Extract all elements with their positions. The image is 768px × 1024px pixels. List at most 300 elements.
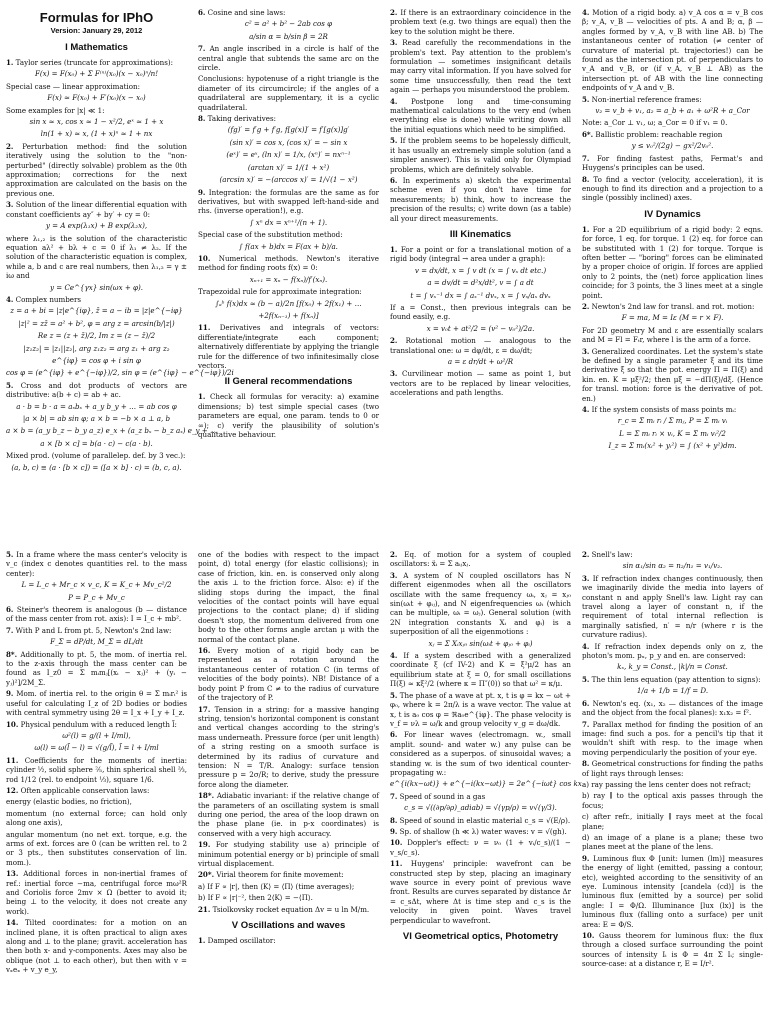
paragraph-text: Postpone long and time-consuming mathematical calculations to the very end (when everything else is done) while writing down all the initial equations which need to be simplified. bbox=[390, 96, 571, 134]
item-number: 5. bbox=[390, 136, 398, 146]
paragraph-text: Mixed prod. (volume of parallelep. def. by 3 vec.): bbox=[6, 451, 186, 461]
paragraph bbox=[198, 893, 379, 902]
item-number: 16. bbox=[198, 646, 211, 656]
paragraph bbox=[198, 705, 379, 790]
paragraph-text: If refraction index depends only on z, the photon's mom. pₓ, p_y and en. are conserved: bbox=[582, 641, 763, 661]
paragraph bbox=[198, 392, 379, 439]
paragraph bbox=[582, 95, 763, 104]
formula: F = ma, M = Iε (M = r × F). bbox=[621, 313, 724, 323]
paragraph-text: In a frame where the mass center's velocity is v_c (index c denotes quantities rel. to the mass center): bbox=[6, 550, 187, 578]
paragraph bbox=[582, 326, 763, 345]
paragraph bbox=[582, 118, 763, 127]
paragraph bbox=[198, 114, 379, 123]
paragraph bbox=[582, 175, 763, 203]
formula: a/sin α = b/sin β = 2R bbox=[249, 31, 328, 41]
paragraph bbox=[6, 605, 187, 624]
formula: sin α₁/sin α₂ = n₂/n₁ = v₁/v₂. bbox=[622, 561, 723, 571]
item-number: 11. bbox=[198, 323, 211, 333]
paragraph bbox=[390, 816, 571, 825]
formula: xₙ₊₁ = xₙ − f(xₙ)/f′(xₙ). bbox=[249, 274, 328, 284]
paragraph-text: Conclusions: hypotenuse of a right triangle is the diameter of its circumcircle; if the angles of a quadrilateral are supplementary, it is a cyclic quadrilateral. bbox=[198, 74, 379, 112]
paragraph bbox=[6, 720, 187, 729]
column-5 bbox=[0, 550, 192, 1024]
item-number: 3. bbox=[582, 346, 590, 356]
formula: ω²(l) = g/(l + I/ml), bbox=[62, 730, 131, 740]
paragraph bbox=[390, 303, 571, 322]
item-number: 10. bbox=[6, 719, 19, 729]
item-number: 1. bbox=[198, 392, 206, 402]
item-number: 5. bbox=[582, 94, 590, 104]
cutoff-line bbox=[198, 947, 379, 956]
formula: y = A exp(λ₁x) + B exp(λ₂x), bbox=[45, 221, 148, 231]
formula: xⱼ = Σ Xᵢxⱼ₀ sin(ωᵢt + φⱼ₀ + φᵢ) bbox=[428, 638, 533, 648]
formula: |z|² = zz̄ = a² + b², φ = arg z = arcsin(b/|z|) bbox=[18, 318, 175, 328]
paragraph-text: Adiabatic invariant: if the relative change of the parameters of an oscillating system is small during one period, the area of the loop drawn on the phase plane (ie. in p-x coordinates) is conserved with a very high accuracy. bbox=[198, 791, 379, 838]
item-number: 7. bbox=[582, 153, 590, 163]
paragraph-text: Newton's 2nd law for transl. and rot. motion: bbox=[591, 301, 755, 311]
paragraph-text: If the system consists of mass points mᵢ: bbox=[591, 405, 737, 415]
item-number: 5. bbox=[390, 690, 398, 700]
item-number: 2. bbox=[6, 141, 14, 151]
paragraph bbox=[6, 797, 187, 806]
formula: a × [b × c] = b(a · c) − c(a · b). bbox=[40, 438, 153, 448]
item-number: 6. bbox=[582, 698, 590, 708]
paragraph-text: Cosine and sine laws: bbox=[207, 8, 286, 17]
item-number: 21. bbox=[198, 904, 211, 914]
paragraph-text: a) If F ∝ |r|, then ⟨K⟩ = ⟨Π⟩ (time averages); bbox=[198, 881, 355, 891]
paragraph-text: Often applicable conservation laws: bbox=[20, 785, 150, 795]
formula: r_c = Σ mᵢ rᵢ / Σ mⱼ, P = Σ mᵢ vᵢ bbox=[617, 416, 728, 426]
item-number: 6. bbox=[390, 175, 398, 185]
paragraph bbox=[6, 234, 187, 281]
paragraph bbox=[582, 675, 763, 684]
formula: a = dv/dt = d²x/dt², v = ∫ a dt bbox=[427, 278, 534, 288]
item-number: 5. bbox=[6, 550, 14, 559]
paragraph-text: d) an image of a plane is a plane; these two planes meet at the plane of the lens. bbox=[582, 832, 763, 852]
formula: cos φ = (e^{iφ} + e^{−iφ})/2, sin φ = (e^{iφ} − e^{−iφ})/2i bbox=[6, 368, 234, 378]
paragraph-text: For studying stability use a) principle of minimum potential energy or b) principle of small virtual displacement. bbox=[198, 840, 379, 868]
paragraph-text: Additional forces in non-inertial frames of ref.: inertial force −ma, centrifugal force mω²R and Coriolis force 2mv × Ω (better to avoid it; being ⊥ to the velocity, it does not create any work). bbox=[6, 869, 187, 916]
formula: v = dx/dt, x = ∫ v dt (x = ∫ vₓ dt etc.) bbox=[414, 265, 547, 275]
paragraph-text: Taking derivatives: bbox=[207, 114, 277, 124]
paragraph bbox=[6, 689, 187, 717]
paragraph bbox=[6, 451, 187, 460]
column-8 bbox=[576, 550, 768, 1024]
formula: ∫ f(ax + b)dx = F(ax + b)/a. bbox=[239, 241, 338, 251]
paragraph bbox=[390, 838, 571, 857]
paragraph bbox=[582, 8, 763, 93]
item-number: 8. bbox=[198, 114, 206, 124]
paragraph-text: a) ray passing the lens center does not refract; bbox=[582, 779, 751, 789]
paragraph-text: Huygens' principle: wavefront can be constructed step by step, placing an imaginary wave source in every point of previous wave front. Results are curves separated by distance Δr = c_sΔt, where Δt is time step and c_s is the velocity in given point. Waves travel perpendicular to wavefront. bbox=[390, 859, 572, 925]
formula: a × b = (a_y b_z − b_y a_z) e_x + (a_z bₓ − b_z aₓ) e_y + … bbox=[6, 426, 218, 436]
paragraph bbox=[582, 931, 763, 969]
lower-page-half bbox=[0, 550, 768, 1024]
formula: |a × b| = ab sin φ; a × b = −b × a ⊥ a, b bbox=[22, 414, 171, 423]
paragraph-text: Parallax method for finding the position of an image: find such a pos. for a pencil's tip that it wouldn't shift with resp. to the image when moving perpendicularly the position of your eye. bbox=[582, 719, 763, 757]
paragraph bbox=[582, 642, 763, 661]
paragraph-text: An angle inscribed in a circle is half of the central angle that subtends the same arc on the circle. bbox=[198, 44, 380, 73]
formula: L = L_c + Mr_c × v_c, K = K_c + Mv_c²/2 bbox=[21, 580, 172, 590]
paragraph bbox=[198, 323, 379, 370]
section-heading: VI Geometrical optics, Photometry bbox=[402, 931, 559, 943]
paragraph-text: If refraction index changes continuously, then we imaginarily divide the media into layers of constant n and apply Snell's law. Light ray can travel along a layer of constant n, if the requirement of total internal reflection is marginally satisfied, n′ = n/r (where r is the curvature radius). bbox=[582, 573, 763, 640]
formula: P = P_c + Mv_c bbox=[68, 592, 125, 602]
item-number: 18*. bbox=[198, 791, 215, 801]
paragraph bbox=[390, 730, 571, 777]
item-number: 7. bbox=[390, 791, 398, 801]
item-number: 6. bbox=[390, 730, 398, 740]
paragraph-text: Luminous flux Φ [unit: lumen (lm)] measures the energy of light (emitted, passing a contour, etc), weighted according to the sensitivity of an eye. Luminous intensity [candela (cd)] is the luminous flux (emitted by a source) per solid angle: I = Φ/Ω. Illuminance [lux (lx)] is the luminous flux (falling onto a surface) per unit area: E = Φ/S. bbox=[582, 853, 763, 929]
formula: e^{iφ} = cos φ + i sin φ bbox=[52, 355, 141, 365]
paragraph bbox=[390, 651, 571, 689]
paragraph bbox=[198, 882, 379, 891]
item-number: 3. bbox=[6, 200, 14, 210]
paragraph bbox=[198, 791, 379, 838]
paragraph-text: To find a vector (velocity, acceleration), it is enough to find its direction and a projection to a single (possibly inclined) axes. bbox=[582, 174, 763, 203]
paragraph-text: Non-inertial reference frames: bbox=[591, 94, 702, 104]
paragraph bbox=[582, 347, 763, 403]
item-number: 14. bbox=[6, 918, 19, 928]
item-number: 9. bbox=[6, 689, 14, 699]
formula: t = ∫ vₓ⁻¹ dx = ∫ aₓ⁻¹ dvₓ, x = ∫ vₓ/aₓ dvₓ bbox=[410, 290, 551, 300]
paragraph bbox=[390, 97, 571, 135]
paragraph bbox=[582, 791, 763, 810]
paragraph-text: Eq. of motion for a system of coupled oscillators: ẍᵢ = Σ aᵢⱼxⱼ. bbox=[390, 550, 571, 569]
paragraph-text: Geometrical constructions for finding the paths of light rays through lenses: bbox=[582, 759, 763, 778]
item-number: 8. bbox=[390, 815, 398, 825]
paragraph-text: Tsiolkovsky rocket equation Δv = u ln M/m. bbox=[212, 904, 370, 914]
item-number: 5. bbox=[582, 674, 590, 684]
paragraph-text: If a system described with a generalized coordinate ξ (cf IV-2) and K = ξ̇²μ/2 has an equilibrium state at ξ = 0, for small oscillations Π(ξ) ≈ κξ²/2 (where κ = Π″(0)) so that ω² = κ/μ. bbox=[390, 651, 571, 689]
paragraph bbox=[582, 550, 763, 559]
paragraph bbox=[390, 8, 571, 36]
item-number: 2. bbox=[390, 8, 398, 17]
paragraph-text: For finding fastest paths, Fermat's and Huygens's principles can be used. bbox=[582, 153, 763, 173]
paragraph bbox=[390, 245, 571, 264]
paragraph-text: Every motion of a rigid body can be represented as a rotation around the instantaneous center of rotation C (in terms of velocities of the body points). NB! Distance of a body point P from C ≠ to the radius of curvature of the trajectory of P. bbox=[198, 646, 379, 703]
formula: (sin x)′ = cos x, (cos x)′ = − sin x bbox=[229, 137, 348, 147]
item-number: 3. bbox=[390, 369, 398, 379]
formula: F(x) ≈ F(x₀) + F′(x₀)(x − x₀) bbox=[47, 93, 146, 103]
item-number: 11. bbox=[6, 755, 19, 765]
paragraph-text: Tension in a string: for a massive hanging string, tension's horizontal component is constant and vertical changes according to the string's mass underneath. Pressure force (per unit length) of a string resting on a smooth surface is determined by its radius of curvature and tension: N = T/R. Analogy: surface tension pressure p = 2σ/R; to derive, study the pressure force along the diameter. bbox=[198, 704, 379, 789]
paragraph-text: If a = Const., then previous integrals can be found easily, e.g. bbox=[390, 302, 571, 322]
paragraph-text: Numerical methods. Newton's iterative method for finding roots f(x) = 0: bbox=[198, 253, 379, 273]
paragraph bbox=[582, 574, 763, 640]
formula: z = a + bi = |z|e^{iφ}, z̄ = a − ib = |z|e^{−iφ} bbox=[10, 306, 183, 316]
paragraph-text: Snell's law: bbox=[591, 550, 633, 559]
paragraph bbox=[198, 905, 379, 914]
item-number: 1. bbox=[6, 58, 14, 67]
paragraph-text: Special case of the substitution method: bbox=[198, 230, 343, 240]
paragraph-text: Tilted coordinates: for a motion on an inclined plane, it is often practical to align axes along and ⊥ to the plane; gravit. acceleration has then both x- and y-components. Axes may also be oblique (not ⊥ to each other), but then with v = vₓeₓ + v_y e_y, bbox=[6, 918, 187, 975]
paragraph bbox=[582, 720, 763, 758]
paragraph bbox=[582, 130, 763, 139]
paragraph-text: Speed of sound in a gas bbox=[399, 791, 486, 801]
paragraph bbox=[198, 74, 379, 112]
item-number: 8*. bbox=[6, 649, 18, 659]
paragraph-text: If there is an extraordinary coincidence in the problem text (e.g. two things are equal) then the key to the solution might be there. bbox=[390, 8, 571, 36]
document-version: Version: January 29, 2012 bbox=[50, 26, 143, 35]
formula: (a, b, c) ≡ (a · [b × c]) = ([a × b] · c) = (b, c, a). bbox=[11, 462, 182, 472]
paragraph-text: Read carefully the recommendations in the problem's text. Pay attention to the problem's formulation — sometimes insignificant details may carry vital information. If you have solved for some time unsuccessfully, then read the text again — perhaps you misunderstood the problem. bbox=[390, 38, 571, 95]
formula: ln(1 + x) ≈ x, (1 + x)ⁿ ≈ 1 + nx bbox=[40, 129, 153, 139]
item-number: 7. bbox=[582, 719, 590, 729]
item-number: 2. bbox=[390, 336, 398, 346]
formula: x = v₀t + at²/2 = (v² − v₀²)/2a. bbox=[426, 323, 535, 333]
paragraph-text: momentum (no external force; can hold only along one axis), bbox=[6, 808, 187, 828]
formula: |z₁z₂| = |z₁||z₂|, arg z₁z₂ = arg z₁ + arg z₂ bbox=[23, 343, 170, 353]
paragraph bbox=[6, 381, 187, 400]
paragraph bbox=[198, 254, 379, 273]
item-number: 9. bbox=[198, 187, 206, 197]
formula: c_s = √((∂p/∂ρ)_adiab) = √(γp/ρ) = v√(γ/3). bbox=[404, 803, 557, 813]
paragraph bbox=[582, 759, 763, 778]
paragraph-text: b) If F ∝ |r|⁻², then 2⟨K⟩ = −⟨Π⟩. bbox=[198, 893, 313, 903]
item-number: 10. bbox=[198, 253, 211, 263]
paragraph bbox=[6, 200, 187, 219]
formula: y = Ce^{γx} sin(ωx + φ). bbox=[49, 282, 144, 292]
item-number: 2. bbox=[582, 301, 590, 311]
item-number: 1. bbox=[198, 936, 206, 946]
paragraph bbox=[582, 833, 763, 852]
paragraph-text: The thin lens equation (pay attention to signs): bbox=[591, 674, 761, 684]
paragraph bbox=[6, 82, 187, 91]
item-number: 3. bbox=[390, 38, 398, 48]
formula: y ≤ v₀²/(2g) − gx²/2v₀². bbox=[631, 141, 714, 151]
paragraph bbox=[390, 336, 571, 355]
paragraph-text: Steiner's theorem is analogous (b — distance of the mass center from rot. axis): I = I_c + mb². bbox=[6, 605, 188, 624]
paragraph-text: Derivatives and integrals of vectors: differentiate/integrate each component; alternatively differentiate by applying the triangle rule for the difference of two infinitesimally close vectors. bbox=[198, 323, 379, 370]
paragraph bbox=[198, 870, 379, 879]
item-number: 1. bbox=[582, 224, 590, 234]
item-number: 9. bbox=[390, 826, 398, 836]
item-number: 6*. bbox=[582, 129, 594, 139]
column-6 bbox=[192, 550, 384, 1024]
paragraph bbox=[390, 38, 571, 94]
paragraph-text: Doppler's effect: ν = ν₀ (1 + vᵢ/c_s)/(1 − v_s/c_s). bbox=[390, 838, 571, 857]
paragraph bbox=[390, 176, 571, 223]
paragraph-text: Curvilinear motion — same as point 1, but vectors are to be replaced by linear velocities, accelerations and path lengths. bbox=[390, 369, 571, 398]
item-number: 13. bbox=[6, 869, 19, 879]
section-heading: II General recommendations bbox=[224, 376, 353, 388]
formula: ω(l) = ω(l̃ − l) = √(g/l̃), l̃ = l + I/ml bbox=[34, 743, 159, 753]
paragraph-text: b) ray ∥ to the optical axis passes through the focus; bbox=[582, 791, 763, 810]
paragraph-text: Additionally to pt. 5, the mom. of inertia rel. to the z-axis through the mass center can be found as I_z0 = Σ mᵢmⱼ[(xᵢ − xⱼ)² + (yᵢ − yⱼ)²]/2M_Σ. bbox=[6, 649, 187, 687]
paragraph bbox=[6, 918, 187, 974]
paragraph-text: Note: a_Cor ⊥ v₁, ω; a_Cor = 0 if v₁ = 0. bbox=[582, 118, 728, 128]
paragraph-text: Integration: the formulas are the same as for derivatives, but with swapped left-hand-side and rhs. (inverse operation!), e.g. bbox=[198, 187, 379, 216]
paragraph bbox=[6, 650, 187, 688]
formula: I_z = Σ mᵢ(xᵢ² + yᵢ²) = ∫ (x² + y²)dm. bbox=[608, 441, 737, 451]
paragraph bbox=[582, 812, 763, 831]
paragraph bbox=[6, 869, 187, 916]
formula: ∫ₐᵇ f(x)dx ≈ (b − a)/2n [f(x₀) + 2f(x₁) + … bbox=[215, 298, 362, 308]
paragraph bbox=[6, 756, 187, 784]
item-number: 4. bbox=[6, 294, 14, 304]
paragraph-text: For 2D geometry M and ε are essentially scalars and M = Fl = Fₜr, where l is the arm of a force. bbox=[582, 325, 763, 345]
paragraph-text: The phase of a wave at pt. x, t is φ = kx − ωt + φ₀, where k = 2π/λ is a wave vector. The value at x, t is a₀ cos φ = ℜa₀e^{iφ}. The phase velocity is v_f = νλ = ω/k and group velocity v_g = dω/dk. bbox=[390, 690, 571, 728]
paragraph bbox=[390, 571, 571, 637]
paragraph-text: Newton's eq. (x₁, x₂ — distances of the image and the object from the focal planes): x₁x₂ = f². bbox=[582, 698, 763, 718]
section-heading: I Mathematics bbox=[65, 42, 128, 53]
paragraph-text: where λ₁,₂ is the solution of the characteristic equation aλ² + bλ + c = 0 if λ₁ ≠ λ₂. If the solution of the characteristic equation is complex, while a, b and c are real numbers, then λ₁,₂ = γ ± iω and bbox=[6, 233, 187, 281]
paragraph-text: Ballistic problem: reachable region bbox=[595, 129, 723, 139]
paragraph bbox=[390, 792, 571, 801]
paragraph-text: angular momentum (no net ext. torque, e.g. the arms of ext. forces are 0 (can be written rel. to 2 or 3 pts., then substitutes conservation of lin. mom.). bbox=[6, 829, 187, 867]
paragraph-text: Complex numbers bbox=[15, 294, 81, 304]
column-4 bbox=[576, 8, 768, 538]
item-number: 17. bbox=[198, 704, 211, 714]
paragraph-text: Trapezoidal rule for approximate integration: bbox=[198, 287, 362, 297]
paragraph bbox=[198, 287, 379, 296]
item-number: 20*. bbox=[198, 870, 215, 880]
item-number: 3. bbox=[390, 570, 398, 580]
paragraph bbox=[390, 369, 571, 397]
paragraph-text: Check all formulas for veracity: a) examine dimensions; b) test simple special cases (two parameters are equal, one param. tends to 0 or ∞); c) verify the plausibility of solution's qualitative behaviour. bbox=[198, 392, 379, 440]
item-number: 4. bbox=[390, 96, 398, 106]
paragraph bbox=[390, 136, 571, 174]
paragraph-text: For a 2D equilibrium of a rigid body: 2 eqns. for force, 1 eq. for torque. 1 (2) eq. for force can be substituted with 1 (2) for torque. Torque is often better — "boring" forces can be eliminated by a proper choice of origin. If forces are applied only to 2 points, the (net) force application lines coincide; for 3 points, the 3 lines meet at a single point. bbox=[582, 224, 763, 300]
formula: Re z = (z + z̄)/2, Im z = (z − z̄)/2 bbox=[37, 331, 156, 341]
formula: (fg)′ = f′g + f′g, f[g(x)]′ = f′[g(x)]g′ bbox=[227, 125, 350, 135]
paragraph-text: Physical pendulum with a reduced length l̃: bbox=[20, 719, 177, 729]
item-number: 4. bbox=[390, 651, 398, 661]
paragraph bbox=[582, 225, 763, 300]
formula: F(x) = F(x₀) + Σ F⁽ⁿ⁾(x₀)(x − x₀)ⁿ/n! bbox=[34, 69, 159, 79]
item-number: 2. bbox=[390, 550, 398, 559]
paragraph bbox=[6, 295, 187, 304]
paragraph-text: If the problem seems to be hopelessly difficult, it has usually an extremely simple solution (and a simpler answer). This is valid only for Olympiad problems, which are definitely solvable. bbox=[390, 136, 571, 174]
paragraph-text: Solution of the linear differential equation with constant coefficients ay″ + by′ + cy = 0: bbox=[6, 200, 187, 219]
section-heading: V Oscillations and waves bbox=[231, 920, 346, 932]
item-number: 4. bbox=[582, 641, 590, 651]
item-number: 7. bbox=[6, 625, 14, 635]
paragraph bbox=[582, 780, 763, 789]
formula: kₓ, k_y = Const., |k|/n = Const. bbox=[617, 662, 728, 672]
paragraph bbox=[6, 106, 187, 115]
paragraph bbox=[6, 58, 187, 67]
paragraph-text: Damped oscillator: bbox=[207, 936, 276, 946]
paragraph-text: Generalized coordinates. Let the system's state be defined by a single parameter ξ and its time derivative ξ̇ so that the pot. energy Π = Π(ξ) and kin. en. K = μξ̇²/2; then μξ̈ = −dΠ(ξ)/dξ. (Hence for transl. motion: force is the derivative of pot. en.) bbox=[582, 346, 763, 403]
paragraph bbox=[390, 691, 571, 729]
item-number: 10. bbox=[390, 838, 403, 848]
paragraph bbox=[198, 230, 379, 239]
item-number: 4. bbox=[582, 8, 590, 17]
paragraph bbox=[582, 302, 763, 311]
item-number: 1. bbox=[390, 244, 398, 254]
item-number: 7. bbox=[198, 44, 206, 54]
item-number: 6. bbox=[198, 8, 206, 17]
formula: L = Σ mᵢ rᵢ × vᵢ, K = Σ mᵢ vᵢ²/2 bbox=[619, 428, 726, 438]
item-number: 11. bbox=[390, 859, 403, 869]
paragraph-text: energy (elastic bodies, no friction), bbox=[6, 797, 132, 807]
formula: (arctan x)′ = 1/(1 + x²) bbox=[247, 162, 330, 172]
paragraph-text: Taylor series (truncate for approximations): bbox=[15, 58, 174, 67]
formula: a = ε dr/dt + ω²/R bbox=[447, 357, 514, 366]
formula: e^{i(kx−ωt)} + e^{−i(kx−ωt)} = 2e^{−iωt} cos kx. bbox=[390, 779, 585, 789]
paragraph-text: In experiments a) sketch the experimental scheme even if you don't have time for measurements; b) think, how to increase the precision of the results; c) write down (as a table) all your direct measurements. bbox=[390, 175, 571, 223]
paragraph bbox=[582, 699, 763, 718]
paragraph-text: c) after refr., initially ∥ rays meet at the focal plane; bbox=[582, 812, 763, 831]
formula: +2f(xₙ₋₁) + f(xₙ)] bbox=[258, 310, 319, 320]
paragraph-text: one of the bodies with respect to the impact point, d) total energy (for elastic collisions); in case of friction, kin. en. is conserved only along the axis ⊥ to the friction force. Also: e) if the sliding stops during the impact, the final velocities of the contact points will have equal projections to the contact plane; d) if sliding doesn't stop, the momentum delivered from one body to the other forms angle arctan μ with the normal of the contact plane. bbox=[198, 550, 379, 644]
paragraph-text: Special case — linear approximation: bbox=[6, 81, 140, 91]
formula: a · b = b · a = aₓbₓ + a_y b_y + … = ab cos φ bbox=[16, 401, 177, 411]
upper-page-half bbox=[0, 8, 768, 538]
paragraph bbox=[198, 44, 379, 72]
column-7 bbox=[384, 550, 585, 1024]
section-heading: III Kinematics bbox=[449, 228, 512, 240]
item-number: 10. bbox=[582, 931, 595, 941]
paragraph bbox=[198, 936, 379, 945]
paragraph bbox=[582, 854, 763, 929]
formula: c² = a² + b² − 2ab cos φ bbox=[244, 19, 333, 29]
paragraph bbox=[582, 405, 763, 414]
paragraph-text: Speed of sound in elastic material c_s = √(E/ρ). bbox=[399, 815, 571, 825]
formula: F_Σ = dP/dt, M_Σ = dL/dt bbox=[50, 637, 143, 647]
item-number: 5. bbox=[6, 380, 14, 390]
paragraph bbox=[198, 550, 379, 644]
item-number: 8. bbox=[582, 759, 590, 769]
paragraph-text: Virial theorem for finite movement: bbox=[216, 870, 344, 880]
paragraph bbox=[6, 809, 187, 828]
paragraph-text: Mom. of inertia rel. to the origin θ = Σ mᵢrᵢ² is useful for calculating I_z of 2D bodies or bodies with central symmetry using 2θ = I_x + I_y + I_z. bbox=[6, 689, 187, 718]
formula: 1/a + 1/b = 1/f = D. bbox=[636, 686, 709, 696]
paragraph-text: Some examples for |x| ≪ 1: bbox=[6, 105, 105, 115]
paragraph-text: A system of N coupled oscillators has N different eigenmodes when all the oscillators oscillate with the same frequency ωᵢ, xⱼ = xⱼ₀ sin(ωᵢt + φᵢⱼ), and N eigenfrequencies ωᵢ (which can be multiple, ωᵢ = ωⱼ). General solution (with 2N integration constants Xᵢ and φᵢ) is a superposition of all the eigenmotions : bbox=[390, 570, 571, 637]
item-number: 2. bbox=[582, 550, 590, 559]
formula: sin x ≈ x, cos x ≈ 1 − x²/2, eˣ ≈ 1 + x bbox=[29, 117, 164, 127]
item-number: 3. bbox=[582, 573, 590, 583]
column-3 bbox=[384, 8, 576, 538]
item-number: 12. bbox=[6, 785, 19, 795]
paragraph bbox=[6, 786, 187, 795]
paragraph bbox=[390, 550, 571, 569]
paragraph-text: Perturbation method: find the solution iteratively using the solution to the "non-perturbed" (directly solvable) problem as the 0th approximation; corrections for the next approximation are calculated on the basis on the previous one. bbox=[6, 141, 187, 198]
paragraph-text: For a point or for a translational motion of a rigid body (integral → area under a graph): bbox=[390, 244, 571, 264]
paragraph bbox=[198, 188, 379, 216]
formula: (arcsin x)′ = −(arccos x)′ = 1/√(1 − x²) bbox=[219, 175, 358, 185]
formula: ∫ xⁿ dx = xⁿ⁺¹/(n + 1). bbox=[249, 217, 328, 227]
paragraph-text: Sp. of shallow (h ≪ λ) water waves: v = √(gh). bbox=[399, 826, 567, 836]
item-number: 4. bbox=[582, 405, 590, 415]
paragraph bbox=[6, 550, 187, 578]
paragraph bbox=[390, 827, 571, 836]
column-2 bbox=[192, 8, 384, 538]
paragraph bbox=[198, 840, 379, 868]
paragraph-text: Cross and dot products of vectors are distributive: a(b + c) = ab + ac. bbox=[6, 380, 187, 400]
section-heading: IV Dynamics bbox=[644, 208, 701, 220]
item-number: 9. bbox=[582, 853, 590, 863]
paragraph-text: Gauss theorem for luminous flux: the flux through a closed surface surrounding the point sources of intensity Iᵢ is Φ = 4π Σ Iᵢ; single-source-case: at a distance r, E = I/r². bbox=[582, 931, 763, 969]
paragraph bbox=[6, 626, 187, 635]
paragraph bbox=[6, 142, 187, 198]
paragraph-text: Motion of a rigid body. a) v_A cos α = v_B cos β; v_A, v_B — velocities of pts. A and B; α, β — angles formed by v_A, v_B with line AB. b) The instantaneous center of rotation (≠ center of curvature of material pt. trajectories!) can be found as the intersection pt. of perpendiculars to v_A and v_B, or (if v_A, v_B ⊥ AB) as the intersection pt. of AB with the line connecting endpoints of v_A and v_B. bbox=[582, 8, 763, 93]
item-number: 19. bbox=[198, 840, 211, 850]
paragraph bbox=[198, 8, 379, 17]
item-number: 8. bbox=[582, 174, 590, 184]
formula: v₂ = v_b + v₁, a₂ = a_b + a₁ + ω²R + a_Cor bbox=[595, 106, 750, 116]
paragraph bbox=[390, 859, 571, 925]
paragraph-text: With P and L from pt. 5, Newton's 2nd law: bbox=[15, 625, 172, 635]
paragraph-text: Rotational motion — analogous to the translational one: ω = dφ/dt, ε = dω/dt; bbox=[390, 336, 571, 355]
paragraph bbox=[198, 646, 379, 702]
paragraph-text: Coefficients for the moments of inertia: cylinder ½, solid sphere ⅖, thin spherical shell ⅔, rod 1/12 (rel. to endpoint ⅓), square 1/6. bbox=[6, 755, 187, 784]
paragraph-text: For linear waves (electromagn. w., small amplit. sound- and water w.) any pulse can be considered as a superpos. of sinusoidal waves; a standing w. is the sum of two identical counter-propagating w.: bbox=[390, 730, 571, 777]
formula: (eˣ)′ = eˣ, (ln x)′ = 1/x, (xⁿ)′ = nxⁿ⁻¹ bbox=[226, 150, 351, 160]
